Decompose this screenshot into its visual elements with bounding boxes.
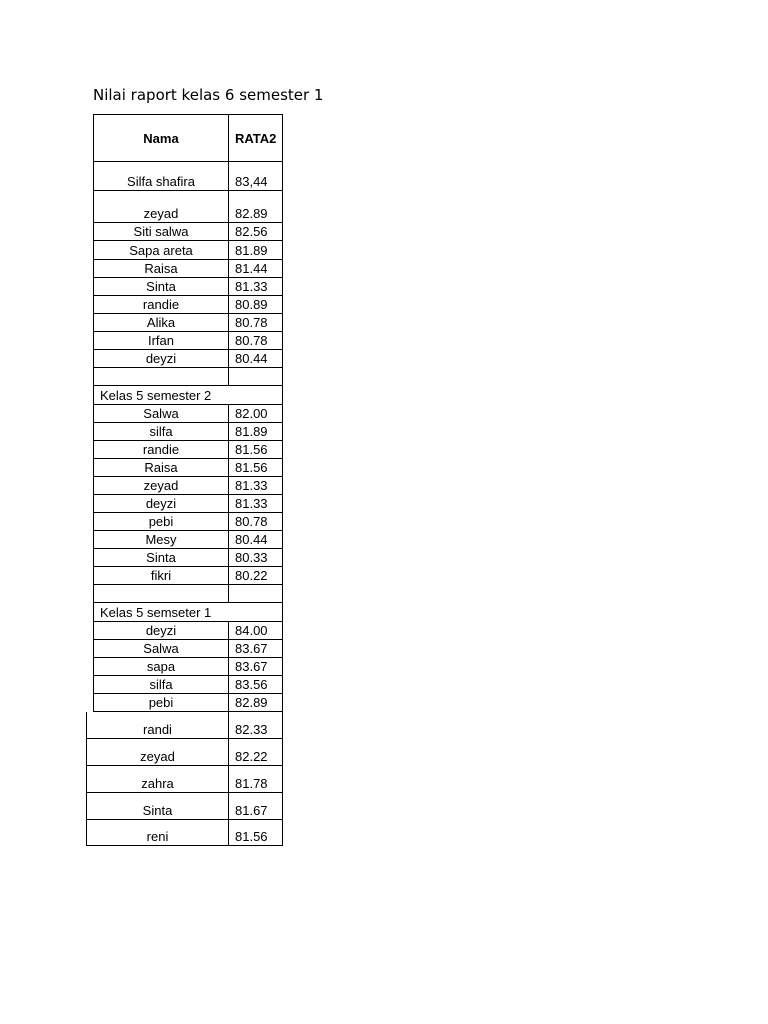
section-title: Kelas 5 semseter 1 <box>93 603 283 622</box>
table-row-name: randie <box>93 441 228 459</box>
table-row-value: 82.89 <box>228 694 283 712</box>
table-row-name: silfa <box>93 676 228 694</box>
table-row-name: sapa <box>93 658 228 676</box>
table-row-name: Mesy <box>93 531 228 549</box>
table-row-value: 81.33 <box>228 495 283 513</box>
table-row-value: 81.56 <box>228 820 283 846</box>
table-row-value: 83,44 <box>228 162 283 191</box>
table-row-value: 81.33 <box>228 477 283 495</box>
table-row-value: 81.89 <box>228 241 283 260</box>
table-row-name: Sinta <box>93 278 228 296</box>
table-row-value: 81.33 <box>228 278 283 296</box>
table-row-name: Silfa shafira <box>93 162 228 191</box>
table-row-name: deyzi <box>93 350 228 368</box>
table-row-value: 81.56 <box>228 441 283 459</box>
table-row-name: randi <box>86 712 228 739</box>
header-value: RATA2 <box>228 115 283 162</box>
blank-row-name <box>93 585 228 603</box>
table-row-name: zeyad <box>93 477 228 495</box>
table-row-name: pebi <box>93 513 228 531</box>
table-row-name: randie <box>93 296 228 314</box>
table-row-value: 80.22 <box>228 567 283 585</box>
table-row-name: Alika <box>93 314 228 332</box>
table-row-name: Irfan <box>93 332 228 350</box>
table-row-value: 82.89 <box>228 191 283 223</box>
table-row-name: reni <box>86 820 228 846</box>
table-row-name: Raisa <box>93 260 228 278</box>
table-row-value: 80.78 <box>228 314 283 332</box>
table-row-value: 80.33 <box>228 549 283 567</box>
table-row-name: deyzi <box>93 622 228 640</box>
table-row-name: Siti salwa <box>93 223 228 241</box>
table-row-value: 83.67 <box>228 658 283 676</box>
header-name: Nama <box>93 115 228 162</box>
table-row-name: zahra <box>86 766 228 793</box>
table-row-name: Salwa <box>93 405 228 423</box>
table-row-value: 82.33 <box>228 712 283 739</box>
table-row-value: 80.78 <box>228 513 283 531</box>
table-row-value: 81.44 <box>228 260 283 278</box>
blank-row-value <box>228 585 283 603</box>
table-row-value: 80.78 <box>228 332 283 350</box>
table-row-name: pebi <box>93 694 228 712</box>
document-title: Nilai raport kelas 6 semester 1 <box>93 86 324 104</box>
table-row-value: 81.89 <box>228 423 283 441</box>
blank-row-value <box>228 368 283 386</box>
table-row-name: Sinta <box>93 549 228 567</box>
table-row-name: zeyad <box>86 739 228 766</box>
table-row-name: Sapa areta <box>93 241 228 260</box>
table-row-name: Sinta <box>86 793 228 820</box>
table-row-value: 82.56 <box>228 223 283 241</box>
section-title: Kelas 5 semester 2 <box>93 386 283 405</box>
table-row-value: 83.56 <box>228 676 283 694</box>
table-row-value: 82.00 <box>228 405 283 423</box>
table-row-value: 82.22 <box>228 739 283 766</box>
blank-row-name <box>93 368 228 386</box>
table-row-name: zeyad <box>93 191 228 223</box>
table-row-value: 83.67 <box>228 640 283 658</box>
table-row-name: fikri <box>93 567 228 585</box>
table-row-value: 80.44 <box>228 350 283 368</box>
table-row-value: 81.56 <box>228 459 283 477</box>
table-row-name: silfa <box>93 423 228 441</box>
table-row-name: deyzi <box>93 495 228 513</box>
table-row-value: 84.00 <box>228 622 283 640</box>
table-row-value: 81.78 <box>228 766 283 793</box>
table-row-value: 80.44 <box>228 531 283 549</box>
table-row-value: 81.67 <box>228 793 283 820</box>
table-row-name: Raisa <box>93 459 228 477</box>
table-row-value: 80.89 <box>228 296 283 314</box>
table-row-name: Salwa <box>93 640 228 658</box>
